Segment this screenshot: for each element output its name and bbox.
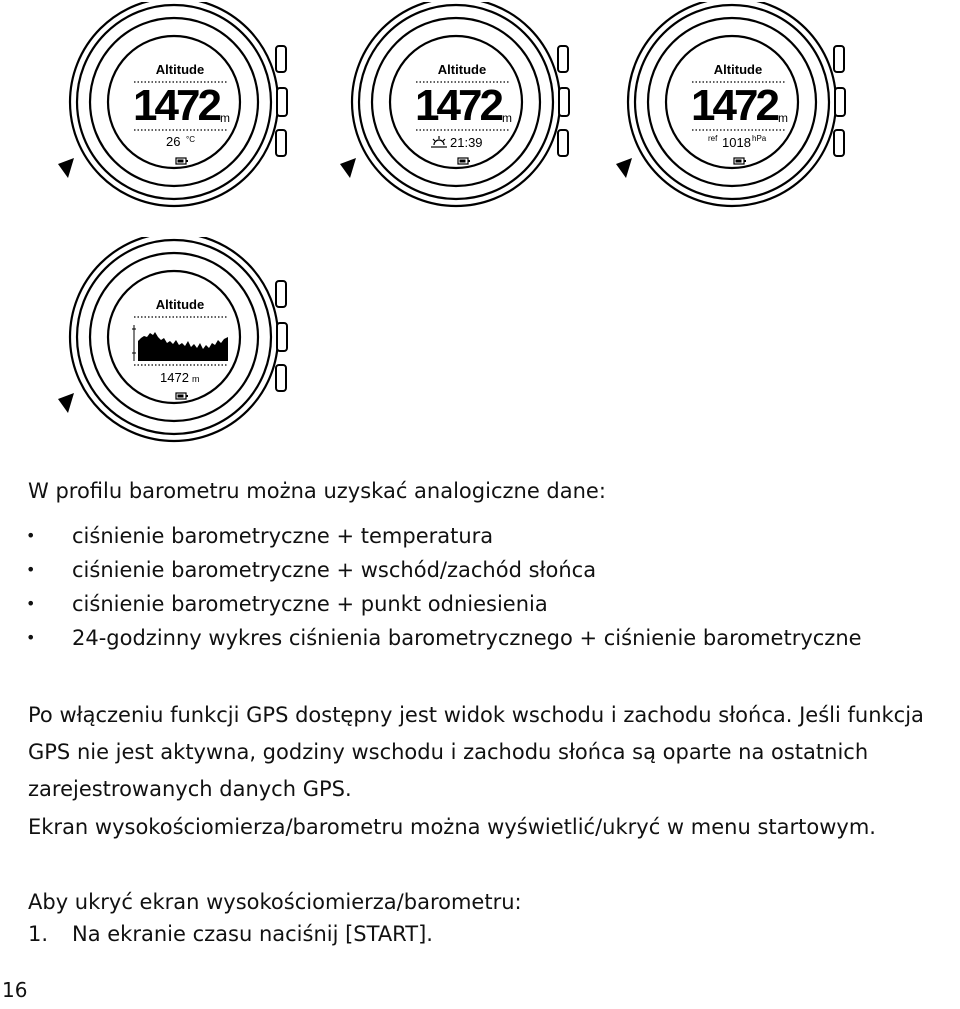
battery-icon [458,158,470,164]
list-item-text: ciśnienie barometryczne + temperatura [72,524,494,548]
list-item-text: ciśnienie barometryczne + punkt odniesienia [72,592,548,616]
bezel-arrow-icon [58,158,74,178]
step-1 [28,922,433,946]
list-item [0,553,892,587]
list-item-text: 24-godzinny wykres ciśnienia barometrycznego + ciśnienie barometryczne [72,626,862,650]
intro-text: W profilu barometru można uzyskać analogiczne dane: [28,479,606,503]
hide-instructions-heading: Aby ukryć ekran wysokościomierza/barometru: [28,890,522,914]
bezel-arrow-icon [616,158,632,178]
screen-title: Altitude [437,62,487,77]
list-item [0,621,892,655]
temperature-value: 26 [166,134,181,149]
bullet-icon: • [26,628,36,647]
menu-paragraph: Ekran wysokościomierza/barometru można wyświetlić/ukryć w menu startowym. [28,815,876,839]
altitude-value: 1472 [415,81,501,130]
page-number: 16 [2,978,28,1002]
list-item [0,587,892,621]
bullet-icon: • [26,594,36,613]
watch-screen-temperature [52,2,298,218]
reference-pressure: 1018 [722,135,751,150]
screen-title: Altitude [155,62,205,77]
step-text: Na ekranie czasu naciśnij [START]. [72,922,433,946]
graph-altitude-value: 1472 [160,370,189,385]
list-item [0,519,892,553]
sunrise-time: 21:39 [450,135,483,150]
bullet-icon: • [26,526,36,545]
side-buttons [558,46,569,156]
pressure-graph [132,325,228,361]
altitude-unit: m [502,111,512,125]
temperature-unit: °C [186,135,195,144]
watch-bezel [70,237,278,441]
sunrise-icon [431,136,447,147]
watch-screen-reference [610,2,856,218]
graph-altitude-unit: m [192,374,200,384]
altitude-value: 1472 [691,81,777,130]
side-buttons [276,46,287,156]
screen-title: Altitude [155,297,205,312]
step-number: 1. [28,922,49,946]
watch-screen-sunrise [334,2,580,218]
list-item-text: ciśnienie barometryczne + wschód/zachód słońca [72,558,597,582]
gps-paragraph: Po włączeniu funkcji GPS dostępny jest widok wschodu i zachodu słońca. Jeśli funkcja GPS nie jest aktywna, godziny wschodu i zachodu słońca są oparte na ostatnich zarejestrowanych danych GPS. [28,703,924,801]
bezel-arrow-icon [58,393,74,413]
screen-title: Altitude [713,62,763,77]
reference-prefix: ref [708,134,718,143]
watch-screen-graph [52,237,298,453]
altitude-unit: m [220,111,230,125]
feature-list [0,519,960,655]
battery-icon [734,158,746,164]
altitude-unit: m [778,111,788,125]
side-buttons [834,46,845,156]
bezel-arrow-icon [340,158,356,178]
bullet-icon: • [26,560,36,579]
battery-icon [176,158,188,164]
battery-icon [176,393,188,399]
reference-unit: hPa [752,134,767,143]
side-buttons [276,281,287,391]
altitude-value: 1472 [133,81,219,130]
